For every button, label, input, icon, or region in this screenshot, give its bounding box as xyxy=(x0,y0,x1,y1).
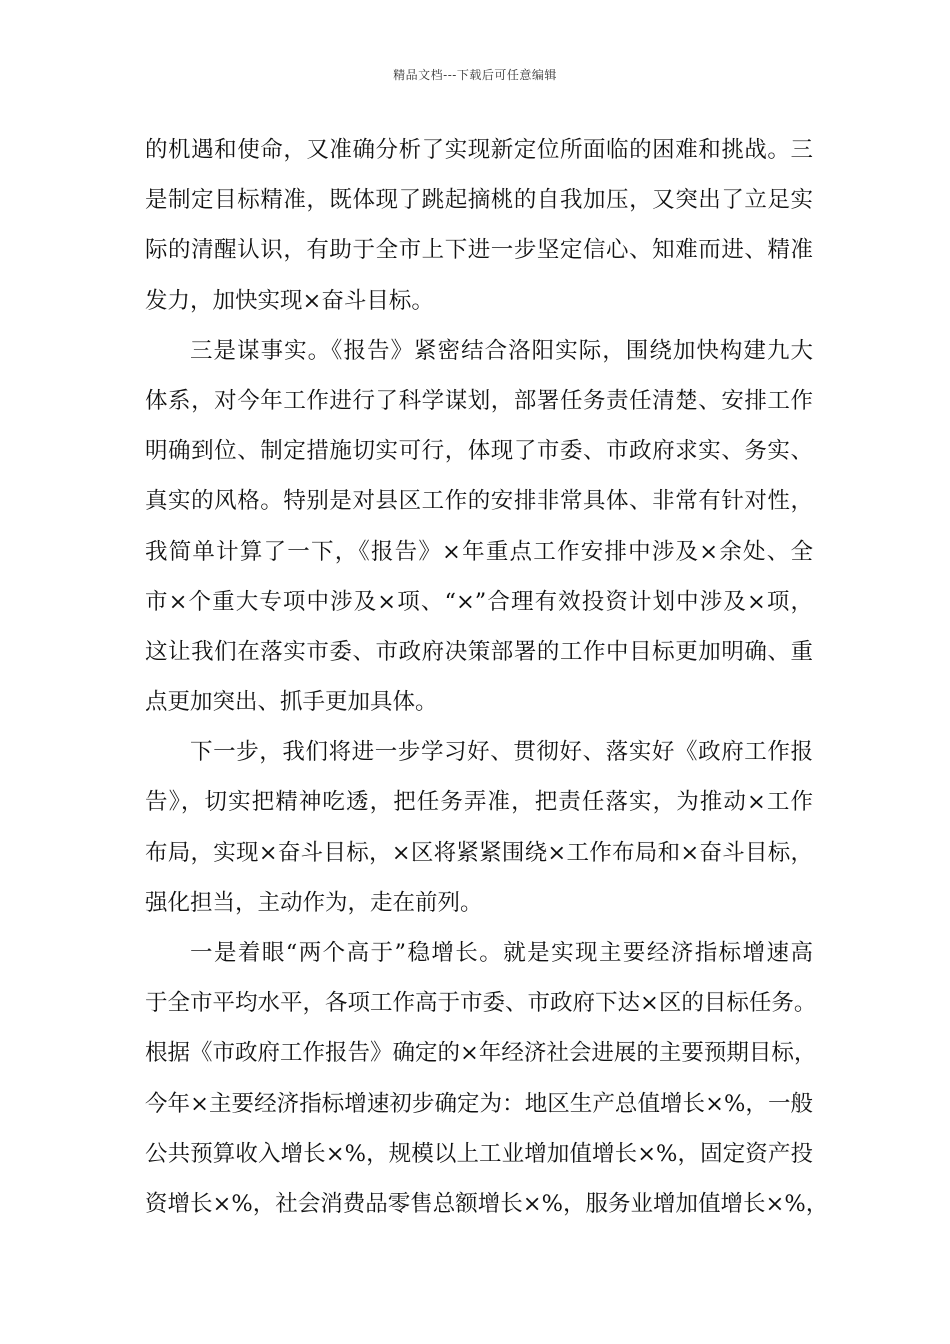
body-text xyxy=(145,131,829,1235)
text-line: 告》，切实把精神吃透，把任务弄准，把责任落实，为推动×工作 xyxy=(145,789,813,816)
text-line: 这让我们在落实市委、市政府决策部署的工作中目标更加明确、重 xyxy=(145,638,813,665)
text-line: 真实的风格。特别是对县区工作的安排非常具体、非常有针对性， xyxy=(145,488,813,515)
text-line: 一是着眼“两个高于”稳增长。就是实现主要经济指标增速高 xyxy=(190,940,813,966)
text-line: 我简单计算了一下，《报告》×年重点工作安排中涉及×余处、全 xyxy=(145,538,813,565)
text-line: 三是谋事实。《报告》紧密结合洛阳实际，围绕加快构建九大 xyxy=(190,337,813,364)
page-header: 精品文档---下载后可任意编辑 xyxy=(393,68,557,82)
text-line: 布局，实现×奋斗目标，×区将紧紧围绕×工作布局和×奋斗目标， xyxy=(145,839,813,866)
text-line: 点更加突出、抓手更加具体。 xyxy=(145,689,438,716)
text-line: 公共预算收入增长×%，规模以上工业增加值增长×%，固定资产投 xyxy=(145,1140,813,1167)
text-line: 体系，对今年工作进行了科学谋划，部署任务责任清楚、安排工作 xyxy=(145,387,813,414)
text-line: 于全市平均水平，各项工作高于市委、市政府下达×区的目标任务。 xyxy=(145,990,817,1017)
text-line: 的机遇和使命，又准确分析了实现新定位所面临的困难和挑战。三 xyxy=(145,137,813,163)
text-line: 发力，加快实现×奋斗目标。 xyxy=(145,287,434,314)
text-line: 下一步，我们将进一步学习好、贯彻好、落实好《政府工作报 xyxy=(190,739,813,766)
text-line: 强化担当，主动作为，走在前列。 xyxy=(145,889,483,916)
text-line: 明确到位、制定措施切实可行，体现了市委、市政府求实、务实、 xyxy=(145,438,813,465)
text-line: 市×个重大专项中涉及×项、“×”合理有效投资计划中涉及×项， xyxy=(145,588,813,615)
text-line: 根据《市政府工作报告》确定的×年经济社会进展的主要预期目标， xyxy=(145,1040,817,1067)
text-line: 今年×主要经济指标增速初步确定为：地区生产总值增长×%，一般 xyxy=(145,1090,813,1117)
text-line: 是制定目标精准，既体现了跳起摘桃的自我加压，又突出了立足实 xyxy=(145,187,813,214)
text-line: 际的清醒认识，有助于全市上下进一步坚定信心、知难而进、精准 xyxy=(145,237,813,264)
text-line: 资增长×%，社会消费品零售总额增长×%，服务业增加值增长×%， xyxy=(145,1190,829,1217)
